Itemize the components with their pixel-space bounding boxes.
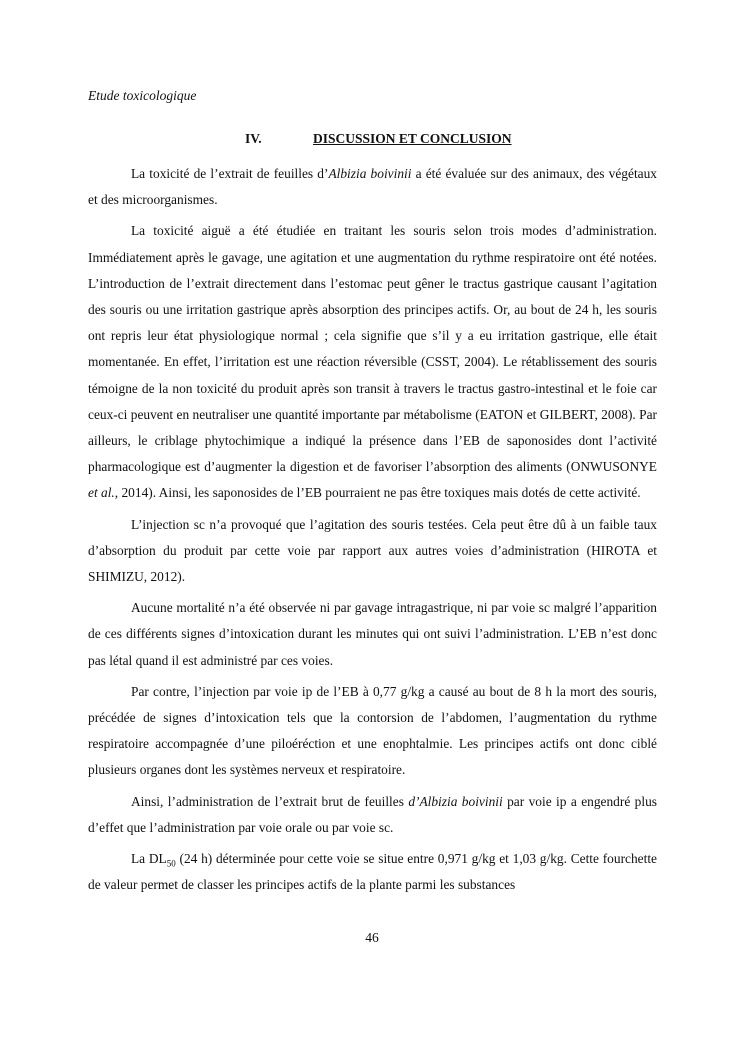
paragraph-7-text-b: (24 h) déterminée pour cette voie se situe entre 0,971 g/kg et 1,03 g/kg. Cette fourchette de valeur permet de classer les principes actifs de la plante parmi les substances: [88, 851, 657, 893]
ld50-subscript: 50: [166, 858, 176, 869]
species-name: d’Albizia boivinii: [408, 793, 503, 809]
section-heading: [245, 131, 512, 147]
paragraph-2-text-b: , 2014). Ainsi, les saponosides de l’EB pourraient ne pas être toxiques mais dotés de cette activité.: [114, 485, 641, 501]
citation-et-al: et al.: [88, 485, 115, 501]
running-header: Etude toxicologique: [88, 88, 197, 103]
paragraph-3: L’injection sc n’a provoqué que l’agitation des souris testées. Cela peut être dû à un faible taux d’absorption du produit par cette voie par rapport aux autres voies d’administration (HIROTA et SHIMIZU, 2012).: [88, 516, 657, 585]
paragraph-2: [88, 218, 657, 506]
paragraph-7-text-a: La DL: [131, 851, 167, 867]
paragraph-6: [88, 789, 657, 841]
paragraph-6-text-b: par voie ip a engendré plus d’effet que l’administration par voie orale ou par voie sc.: [88, 793, 657, 835]
paragraph-2-text-a: La toxicité aiguë a été étudiée en traitant les souris selon trois modes d’administration. Immédiatement après le gavage, une agitation et une augmentation du rythme respiratoire ont été notées. L’introduction de l’extrait directement dans l’estomac peut gêner le tractus gastrique causant l’agitation des souris ou une irritation gastrique après absorption des principes actifs. Or, au bout de 24 h, les souris ont repris leur état physiologique normal ; cela signifie que s’il y a eu irritation gastrique, elle était momentanée. En effet, l’irritation est une réaction réversible (CSST, 2004). Le rétablissement des souris témoigne de la non toxicité du produit après son transit à travers le tractus gastro-intestinal et le foie car ceux-ci peuvent en neutraliser une quantité importante par métabolisme (EATON et GILBERT, 2008). Par ailleurs, le criblage phytochimique a indiqué la présence dans l’EB de saponosides dont l’activité pharmacologique est d’augmenter la digestion et de favoriser l’absorption des aliments (ONWUSONYE: [88, 223, 657, 475]
section-title: DISCUSSION ET CONCLUSION: [313, 131, 512, 146]
species-name: Albizia boivinii: [328, 166, 412, 181]
section-number: IV.: [245, 131, 262, 146]
paragraph-1: [88, 161, 657, 213]
paragraph-7: [88, 846, 657, 898]
paragraph-5: Par contre, l’injection par voie ip de l’EB à 0,77 g/kg a causé au bout de 8 h la mort des souris, précédée de signes d’intoxication tels que la contorsion de l’abdomen, l’augmentation du rythme respiratoire accompagnée d’une piloéréction et une enophtalmie. Les principes actifs ont donc ciblé plusieurs organes dont les systèmes nerveux et respiratoire.: [88, 683, 657, 778]
paragraph-6-text-a: Ainsi, l’administration de l’extrait brut de feuilles: [131, 793, 409, 809]
paragraph-1-text-b: a été évaluée sur des animaux, des végétaux et des microorganismes.: [88, 166, 657, 208]
paragraph-4: Aucune mortalité n’a été observée ni par gavage intragastrique, ni par voie sc malgré l’apparition de ces différents signes d’intoxication durant les minutes qui ont suivi l’administration. L’EB n’est donc pas létal quand il est administré par ces voies.: [88, 600, 657, 668]
body-text: [88, 161, 657, 898]
paragraph-1-text-a: La toxicité de l’extrait de feuilles d’: [131, 166, 329, 181]
page-number: 46: [365, 930, 379, 945]
